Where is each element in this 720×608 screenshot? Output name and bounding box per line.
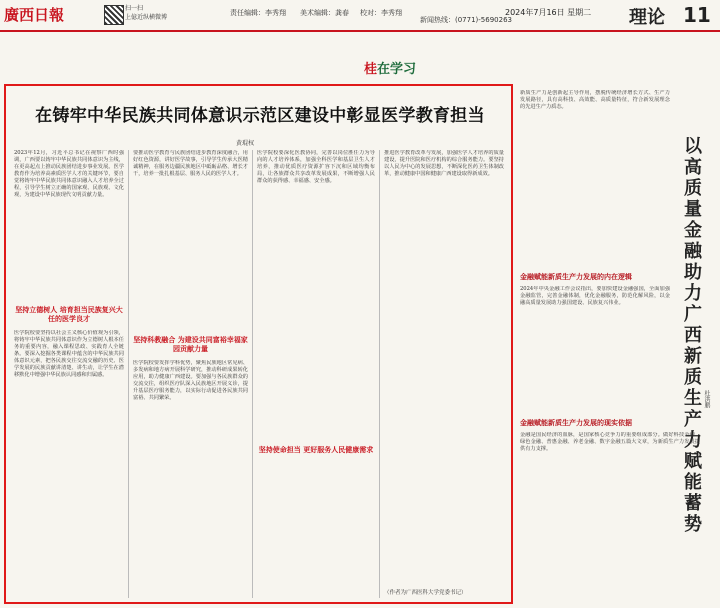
right-author: 杜洪鹏 bbox=[703, 390, 710, 408]
proof-info: 校对：李秀翔 bbox=[360, 9, 402, 17]
right-subhead-1: 金融赋能新质生产力发展的内在逻辑 bbox=[520, 272, 632, 281]
article-subhead-3: 坚持使命担当 更好服务人民健康需求 bbox=[258, 445, 374, 454]
author-note: （作者为广西医科大学党委书记） bbox=[384, 590, 467, 596]
article-col4: 推进医学教育改革与发展，加强医学人才培养的质量建设，提升医院和医疗机构的综合服务能力。要坚持以人民为中心的发展思想，不断深化医药卫生体制改革，推动健康中国和健康广西建设取得新成效。 bbox=[384, 150, 504, 177]
design-info: 美术编辑：龚春 bbox=[300, 9, 349, 17]
article-col2b: 医学院校要发挥学科优势，聚焦民族地区常见病、多发病和地方病开展科学研究，推动科研成果转化应用，助力健康广西建设。要加强与各民族群众的交流交往，组织医疗队深入民族地区开展义诊，提升基层医疗服务能力，以实际行动促进各民族共同富裕、共同繁荣。 bbox=[133, 360, 248, 401]
issue-date: 2024年7月16日 星期二 bbox=[505, 8, 592, 17]
article-col1: 2023年12月，习近平总书记在视察广西时强调，广西要以铸牢中华民族共同体意识为主线，在更高起点上推动民族团结进步事业发展。医学教育作为培养高素质医学人才的关键环节，要自觉将铸牢中华民族共同体意识融入人才培养全过程，引导学生树立正确的国家观、民族观、文化观，为建设中华民族现代文明贡献力量。 bbox=[14, 150, 124, 198]
scan-line1: 扫一扫 bbox=[125, 5, 144, 12]
column-divider bbox=[379, 150, 380, 598]
column-divider bbox=[252, 150, 253, 598]
right-text-2: 金融是国民经济的血脉，是国家核心竞争力的重要组成部分。做好科技金融、绿色金融、普惠金融、养老金融、数字金融五篇大文章，为新质生产力发展提供有力支撑。 bbox=[520, 432, 700, 452]
article-title: 在铸牢中华民族共同体意识示范区建设中彰显医学教育担当 bbox=[35, 106, 485, 126]
banner-text: 在学习 bbox=[377, 62, 417, 77]
qr-code-icon bbox=[104, 5, 124, 25]
newspaper-logo: 廣西日報 bbox=[4, 6, 65, 24]
right-subhead-2: 金融赋能新质生产力发展的现实依据 bbox=[520, 418, 632, 427]
scan-hint bbox=[125, 4, 185, 22]
article-subhead-1: 坚持立德树人 培育担当民族复兴大任的医学良才 bbox=[15, 305, 123, 323]
column-divider bbox=[128, 150, 129, 598]
editor-info: 责任编辑：李秀翔 bbox=[230, 9, 286, 17]
article-col1b: 医学院校要坚持以社会主义核心价值观为引领，将铸牢中华民族共同体意识作为立德树人根本任务的重要内容，融入课程思政、实践育人全链条。要深入挖掘各类课程中蕴含的中华民族共同体意识元素，把各民族交往交流交融的历史、医学发展的民族贡献讲清楚、讲生动，让学生在潜移默化中增强中华民族认同感和归属感。 bbox=[14, 330, 124, 378]
section-name: 理论 bbox=[629, 7, 665, 28]
banner-mark: 桂 bbox=[363, 62, 377, 77]
column-banner bbox=[320, 58, 460, 76]
right-article-title: 以高质量金融助力广西新质生产力赋能蓄势 bbox=[684, 136, 702, 535]
hotline-info: 新闻热线：(0771)-5690263 bbox=[420, 16, 512, 24]
page-number: 11 bbox=[683, 3, 711, 27]
article-subhead-2: 坚持科教融合 为建设共同富裕幸福家园贡献力量 bbox=[133, 335, 248, 353]
article-col3: 医学院校要深化医教协同，完善以岗位胜任力为导向的人才培养体系，加强全科医学和基层卫生人才培养，推动优质医疗资源扩容下沉和区域均衡布局，让各族群众共享改革发展成果，不断增强人民群众的获得感、幸福感、安全感。 bbox=[257, 150, 375, 184]
article-col2: 要推动医学教育与民族团结进步教育深度融合，用好红色资源，讲好医学故事，引导学生传承大医精诚精神，在服务边疆民族地区中砥砺品格、增长才干，培养一批扎根基层、服务人民的医学人才。 bbox=[133, 150, 248, 177]
right-text-1: 2024年中央金融工作会议指出，要加快建设金融强国，全面加强金融监管，完善金融体制，优化金融服务，防范化解风险，以金融高质量发展助力强国建设、民族复兴伟业。 bbox=[520, 286, 670, 306]
article-byline: 黄琨权 bbox=[236, 140, 255, 147]
right-text-intro: 新质生产力是创新起主导作用，摆脱传统经济增长方式、生产力发展路径，具有高科技、高效能、高质量特征，符合新发展理念的先进生产力质态。 bbox=[520, 90, 670, 110]
scan-line2: 上億近纵横微博 bbox=[125, 14, 168, 21]
